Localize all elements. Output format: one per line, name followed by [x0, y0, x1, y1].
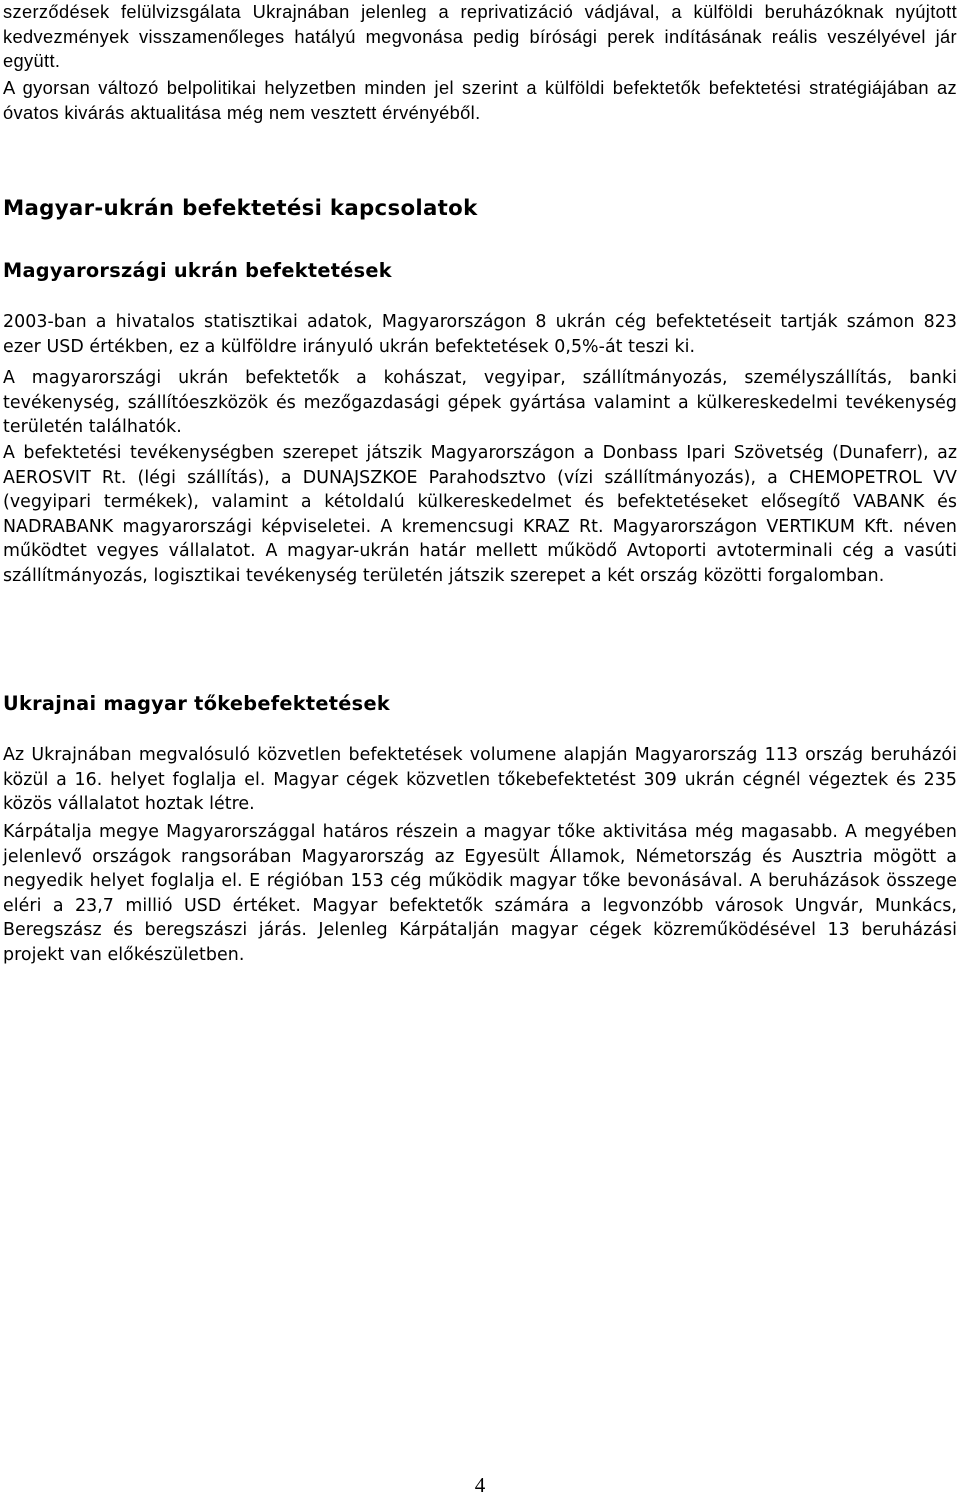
- main-heading: Magyar-ukrán befektetési kapcsolatok: [3, 196, 478, 221]
- section-heading-ukrainian-investments: Magyarországi ukrán befektetések: [3, 259, 392, 282]
- paragraph-direct-investments: Az Ukrajnában megvalósuló közvetlen befektetések volumene alapján Magyarország 113 ország beruházói közül a 16. helyet foglalja el. Magyar cégek közvetlen tőkebefektetést 309 ukrán cégnél végeztek és 235 közös vállalatot hoztak létre.: [3, 745, 957, 815]
- paragraph-reprivatization: szerződések felülvizsgálata Ukrajnában jelenleg a reprivatizáció vádjával, a külföldi beruházóknak nyújtott kedvezmények visszamenőleges hatályú megvonása pedig bírósági perek indításának reális veszélyével jár együtt.: [3, 1, 957, 72]
- paragraph-companies: A befektetési tevékenységben szerepet játszik Magyarországon a Donbass Ipari Szövetség (Dunaferr), az AEROSVIT Rt. (légi szállítás), a DUNAJSZKOE Parahodsztvo (vízi szállítmányozás), a CHEMOPETROL VV (vegyipari termékek), valamint a kétoldalú külkereskedelmet és befektetéseket elősegítő VABANK és NADRABANK magyarországi képviseletei. A kremencsugi KRAZ Rt. Magyarországon VERTIKUM Kft. néven működtet vegyes vállalatot. A magyar-ukrán határ mellett működő Avtoporti avtoterminali cég a vasúti szállítmányozás, logisztikai tevékenység területén játszik szerepet a két ország közötti forgalomban.: [3, 443, 957, 586]
- paragraph-investor-sectors: A magyarországi ukrán befektetők a kohászat, vegyipar, szállítmányozás, személyszállítás, banki tevékenység, szállítóeszközök és mezőgazdasági gépek gyártása valamint a külkereskedelmi tevékenység területén találhatók.: [3, 368, 957, 438]
- paragraph-investor-strategy: A gyorsan változó belpolitikai helyzetben minden jel szerint a külföldi befektetők befektetési stratégiájában az óvatos kivárás aktualitása még nem vesztett érvényéből.: [3, 77, 957, 123]
- page-number: 4: [474, 1473, 486, 1497]
- paragraph-transcarpathia: Kárpátalja megye Magyarországgal határos részein a magyar tőke aktivitása még magasabb. A megyében jelenlevő országok rangsorában Magyarország az Egyesült Államok, Németország és Ausztria mögött a negyedik helyet foglalja el. E régióban 153 cég működik magyar tőke bevonásával. A beruházások összege eléri a 23,7 millió USD értéket. Magyar befektetők számára a legvonzóbb városok Ungvár, Munkács, Beregszász és beregszászi járás. Jelenleg Kárpátalján magyar cégek közreműködésével 13 beruházási projekt van előkészületben.: [3, 822, 957, 965]
- section-heading-hungarian-capital: Ukrajnai magyar tőkebefektetések: [3, 692, 390, 715]
- paragraph-statistics-2003: 2003-ban a hivatalos statisztikai adatok, Magyarországon 8 ukrán cég befektetéseit tartják számon 823 ezer USD értékben, ez a külföldre irányuló ukrán befektetések 0,5%-át teszi ki.: [3, 312, 957, 357]
